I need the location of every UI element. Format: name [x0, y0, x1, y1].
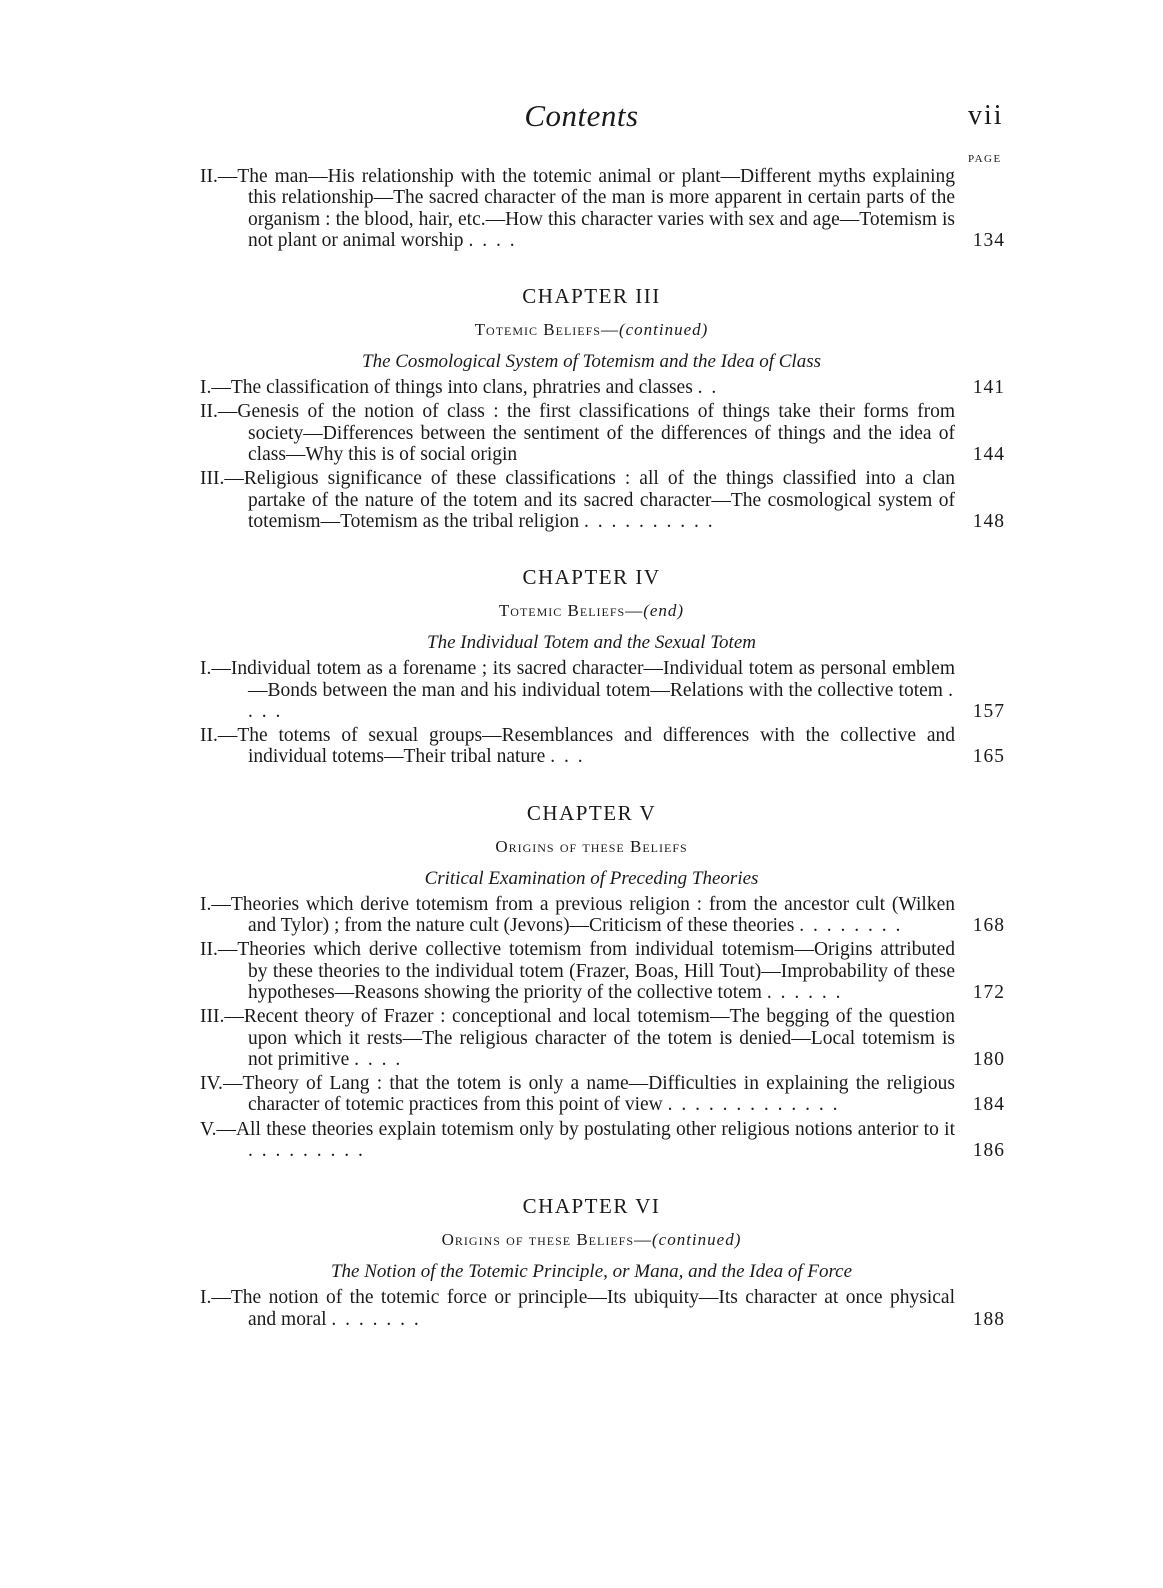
toc-entry [0, 658, 1163, 722]
entry-numeral: I. [200, 377, 212, 399]
entry-page-number: 188 [972, 1308, 1005, 1330]
chapter-entries [0, 658, 1163, 767]
leader-dots: . . . [550, 746, 585, 768]
toc-entry-text [200, 401, 955, 466]
leader-dots: . . . . . . . . . . . . . [667, 1094, 840, 1116]
entry-description: —The classification of things into clans, phratries and classes [211, 377, 693, 399]
entry-description: —All these theories explain totemism only by postulating other religious notions anterior to it [216, 1118, 955, 1140]
running-title: Contents [524, 98, 639, 133]
chapter-subtitle: The Individual Totem and the Sexual Totem [427, 632, 756, 654]
entry-numeral: I. [200, 658, 212, 680]
chapter-title [20, 1229, 1163, 1251]
entry-numeral: I. [200, 1287, 212, 1309]
entry-page-number: 165 [972, 746, 1005, 768]
entry-numeral: II. [200, 939, 218, 961]
page-number-folio: vii [968, 100, 1004, 131]
entry-page-number: 134 [972, 229, 1005, 251]
toc-entry [0, 1287, 1163, 1330]
toc-entry-text [200, 166, 955, 251]
leader-dots: . . [697, 377, 719, 399]
toc-entry [0, 1006, 1163, 1070]
toc-entry [0, 377, 1163, 398]
chapter-title-text: Origins of these Beliefs [495, 836, 688, 856]
entry-page-number: 168 [972, 915, 1005, 937]
chapter-section [0, 1193, 1163, 1283]
entry-page-number: 141 [972, 377, 1005, 399]
toc-entry [0, 725, 1163, 768]
toc-entry [0, 166, 1163, 251]
entry-page-number: 180 [972, 1048, 1005, 1070]
chapter-subtitle: The Notion of the Totemic Principle, or Mana, and the Idea of Force [330, 1261, 853, 1283]
entry-description: —Theories which derive collective totemism from individual totemism—Origins attributed by these theories to the individual totem (Frazer, Boas, Hill Tout)—Improbability of these hypotheses—Reasons showing the priority of the collective totem [217, 939, 955, 1003]
chapter-entries [0, 377, 1163, 532]
toc-entry-text [200, 893, 955, 937]
leader-dots: . . . . [248, 679, 956, 722]
entry-description: —Theory of Lang : that the totem is only a name—Difficulties in explaining the religious character of totemic practices from this point of view [222, 1073, 955, 1116]
chapter-subtitle: The Cosmological System of Totemism and the Idea of Class [362, 351, 821, 373]
toc-entry [0, 939, 1163, 1003]
toc-entry-text [200, 1118, 955, 1162]
continued-entries [0, 166, 1163, 251]
chapter-title-text: Totemic Beliefs— [498, 601, 644, 621]
entry-numeral: III. [200, 1006, 225, 1028]
chapter-number: CHAPTER III [522, 284, 661, 309]
entry-description: —Genesis of the notion of class : the first classifications of things take their forms from society—Differences between the sentiment of the differences of things and the idea of class—Why this is of social origin [217, 401, 955, 466]
entry-numeral: I. [200, 893, 212, 915]
chapter-title-italic: (end) [643, 601, 685, 621]
toc-entry [0, 401, 1163, 465]
leader-dots: . . . . . . . . . . [584, 510, 715, 532]
toc-entry-text [200, 658, 956, 722]
entry-description: —The totems of sexual groups—Resemblances and differences with the collective and individual totems—Their tribal nature [217, 725, 955, 768]
page-column-label: PAGE [968, 153, 1002, 165]
entry-description: —The notion of the totemic force or principle—Its ubiquity—Its character at once physical and moral [211, 1287, 955, 1330]
entry-page-number: 157 [972, 700, 1005, 722]
toc-entry-text [200, 1006, 955, 1070]
chapter-title [20, 836, 1163, 858]
entry-description: —Individual totem as a forename ; its sacred character—Individual totem as personal emblem—Bonds between the man and his individual totem—Relations with the collective totem [211, 658, 955, 701]
toc-entry-text [200, 1073, 955, 1116]
entry-description: —The man—His relationship with the totemic animal or plant—Different myths explaining this relationship—The sacred character of the man is more apparent in certain parts of the organism : the blood, hair, etc.—How this character varies with sex and age—Totemism is not plant or animal worship [217, 166, 955, 251]
chapter-section [0, 564, 1163, 654]
chapter-entries [0, 894, 1163, 1162]
chapter-title-text: Totemic Beliefs— [474, 320, 619, 340]
toc-entry-text [200, 377, 955, 399]
leader-dots: . . . . . . . . . [248, 1140, 365, 1162]
toc-entry-text [200, 468, 955, 532]
entry-numeral: IV. [200, 1073, 223, 1095]
chapters-list [0, 283, 1163, 1330]
entry-numeral: II. [200, 166, 218, 187]
toc-entry [0, 1119, 1163, 1162]
leader-dots: . . . . . . . . [799, 915, 903, 937]
entry-numeral: V. [200, 1118, 217, 1140]
entry-numeral: II. [200, 725, 218, 747]
contents-body [0, 166, 1163, 1330]
leader-dots: . . . . . . . [331, 1308, 421, 1330]
chapter-title-italic: (continued) [652, 1230, 742, 1250]
chapter-entries [0, 1287, 1163, 1330]
leader-dots: . . . . [468, 229, 517, 251]
chapter-title-text: Origins of these Beliefs— [441, 1230, 652, 1250]
chapter-title [20, 600, 1163, 622]
chapter-number: CHAPTER V [526, 800, 657, 825]
entry-numeral: II. [200, 401, 218, 423]
entry-numeral: III. [200, 468, 225, 490]
entry-description: —Recent theory of Frazer : conceptional and local totemism—The begging of the question upon which it rests—The religious character of the totem is denied—Local totemism is not primitive [224, 1006, 955, 1070]
chapter-title [20, 319, 1163, 341]
chapter-number: CHAPTER VI [522, 1194, 661, 1219]
entry-page-number: 172 [972, 981, 1005, 1003]
toc-entry-text [200, 1287, 955, 1330]
entry-page-number: 148 [972, 510, 1005, 532]
chapter-title-italic: (continued) [618, 320, 709, 340]
toc-entry [0, 468, 1163, 532]
chapter-number: CHAPTER IV [522, 565, 661, 590]
leader-dots: . . . . . . [766, 981, 843, 1003]
entry-page-number: 144 [972, 444, 1005, 466]
entry-description: —Religious significance of these classifications : all of the things classified into a clan partake of the nature of the totem and its sacred character—The cosmological system of totemism—Totemism as the tribal religion [224, 468, 955, 532]
chapter-section [0, 800, 1163, 890]
entry-description: —Theories which derive totemism from a previous religion : from the ancestor cult (Wilken and Tylor) ; from the nature cult (Jevons)—Criticism of these theories [211, 893, 955, 937]
toc-entry [0, 894, 1163, 937]
entry-page-number: 184 [972, 1094, 1005, 1116]
chapter-subtitle: Critical Examination of Preceding Theories [424, 867, 759, 889]
toc-entry [0, 1073, 1163, 1116]
toc-entry-text [200, 939, 955, 1003]
chapter-section [0, 283, 1163, 373]
toc-entry-text [200, 725, 955, 768]
leader-dots: . . . . [354, 1048, 403, 1070]
entry-page-number: 186 [972, 1140, 1005, 1162]
